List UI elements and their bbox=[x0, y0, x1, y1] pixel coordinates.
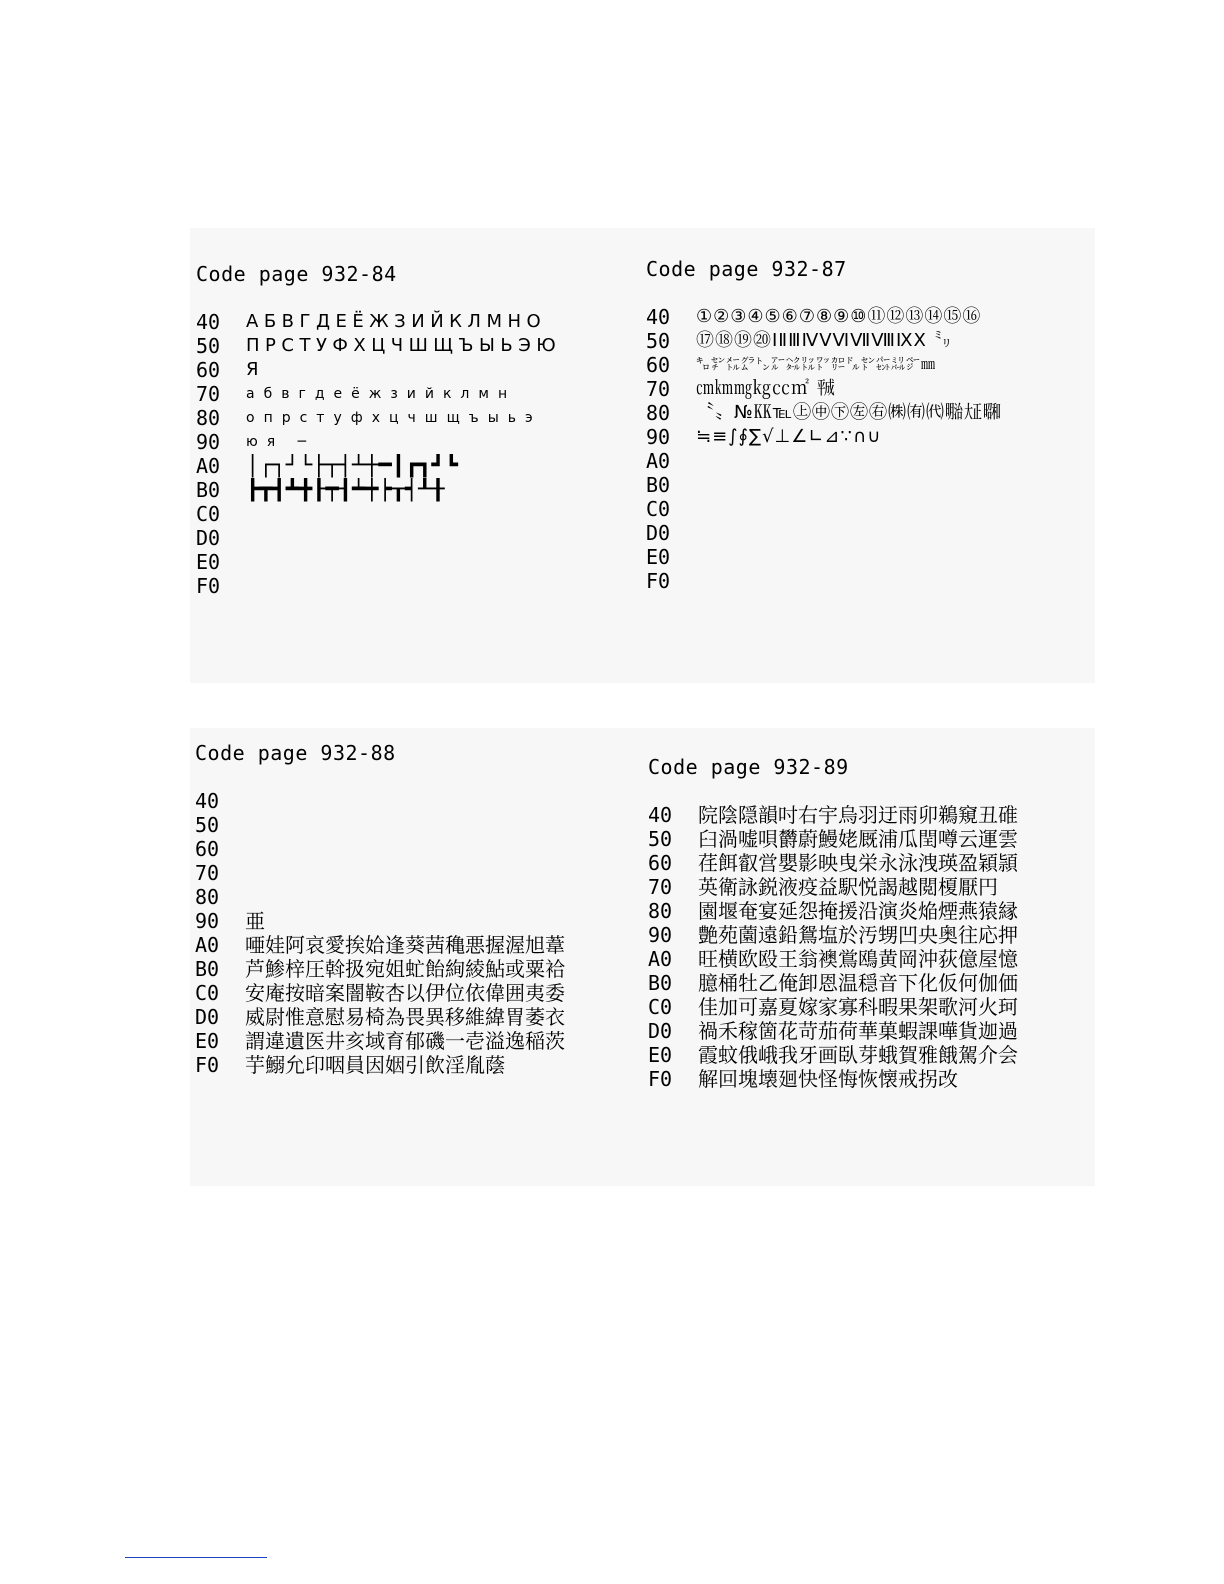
row-characters: 荏餌叡営嬰影映曳栄永泳洩瑛盈穎頴 bbox=[698, 851, 1018, 875]
row-characters: ①②③④⑤⑥⑦⑧⑨⑩⑪⑫⑬⑭⑮⑯ bbox=[696, 306, 982, 327]
code-row bbox=[196, 334, 626, 358]
code-row bbox=[196, 358, 626, 382]
row-code-label: 60 bbox=[196, 358, 221, 382]
codepage-table-932-89 bbox=[648, 755, 1078, 1100]
row-code-label: F0 bbox=[195, 1053, 220, 1077]
row-characters: Я bbox=[246, 359, 265, 380]
row-code-label: C0 bbox=[195, 981, 220, 1005]
row-characters: 唖娃阿哀愛挨姶逢葵茜穐悪握渥旭葦 bbox=[245, 933, 565, 957]
row-code-label: C0 bbox=[646, 497, 671, 521]
code-row bbox=[648, 1067, 1078, 1091]
row-code-label: 50 bbox=[195, 813, 220, 837]
code-row bbox=[646, 449, 1076, 473]
row-characters: 園堰奄宴延怨掩援沿演炎焔煙燕猿縁 bbox=[698, 899, 1018, 923]
code-row bbox=[646, 497, 1076, 521]
code-row bbox=[648, 875, 1078, 899]
row-characters: 解回塊壊廻快怪悔恢懐戒拐改 bbox=[698, 1067, 958, 1091]
table-title: Code page 932-87 bbox=[646, 257, 847, 281]
code-row bbox=[195, 909, 625, 933]
row-code-label: C0 bbox=[648, 995, 673, 1019]
row-code-label: 90 bbox=[196, 430, 221, 454]
row-code-label: 50 bbox=[196, 334, 221, 358]
code-row bbox=[646, 401, 1076, 425]
row-code-label: A0 bbox=[648, 947, 673, 971]
row-characters: 芋鰯允印咽員因姻引飲淫胤蔭 bbox=[245, 1053, 505, 1077]
row-code-label: 40 bbox=[195, 789, 220, 813]
row-characters: ㎝㎞㎎㎏㏄㎡ ㍻ bbox=[696, 378, 836, 399]
row-characters: юя ─ bbox=[246, 434, 316, 450]
code-row bbox=[648, 971, 1078, 995]
code-row bbox=[648, 1019, 1078, 1043]
row-code-label: 50 bbox=[646, 329, 671, 353]
row-code-label: E0 bbox=[195, 1029, 220, 1053]
code-row bbox=[196, 406, 626, 430]
code-row bbox=[646, 425, 1076, 449]
row-code-label: 60 bbox=[195, 837, 220, 861]
table-title: Code page 932-88 bbox=[195, 741, 396, 765]
row-characters: 安庵按暗案闇鞍杏以伊位依偉囲夷委 bbox=[245, 981, 565, 1005]
code-row bbox=[195, 837, 625, 861]
code-row bbox=[195, 861, 625, 885]
row-code-label: C0 bbox=[196, 502, 221, 526]
code-row bbox=[195, 1053, 625, 1077]
row-characters: 旺横欧殴王翁襖鴬鴎黄岡沖荻億屋憶 bbox=[698, 947, 1018, 971]
row-characters: 佳加可嘉夏嫁家寡科暇果架歌河火珂 bbox=[698, 995, 1018, 1019]
row-code-label: B0 bbox=[196, 478, 221, 502]
row-code-label: 40 bbox=[646, 305, 671, 329]
row-code-label: 90 bbox=[195, 909, 220, 933]
row-characters: 英衛詠鋭液疫益駅悦謁越閲榎厭円 bbox=[698, 875, 998, 899]
code-row bbox=[196, 526, 626, 550]
row-characters: 艶苑薗遠鉛鴛塩於汚甥凹央奥往応押 bbox=[698, 923, 1018, 947]
row-code-label: D0 bbox=[646, 521, 671, 545]
code-row bbox=[196, 502, 626, 526]
row-code-label: F0 bbox=[648, 1067, 673, 1091]
code-row bbox=[196, 478, 626, 502]
code-row bbox=[196, 430, 626, 454]
code-row bbox=[646, 353, 1076, 377]
row-code-label: F0 bbox=[196, 574, 221, 598]
code-row bbox=[648, 803, 1078, 827]
row-code-label: 90 bbox=[648, 923, 673, 947]
row-code-label: 80 bbox=[648, 899, 673, 923]
row-code-label: D0 bbox=[648, 1019, 673, 1043]
row-characters: ㌔㌢㍍㌘㌧㌃㌶㍑㍗㌍㌦㌣㌫㍊㌻㎜ bbox=[696, 357, 936, 373]
row-characters: АБВГДЕЁЖЗИЙКЛМНО bbox=[246, 311, 547, 332]
row-code-label: 60 bbox=[646, 353, 671, 377]
row-code-label: 70 bbox=[196, 382, 221, 406]
row-characters: 〝〟№㏍℡㊤㊥㊦㊧㊨㈱㈲㈹㍾㍽㍼ bbox=[696, 402, 1003, 423]
row-code-label: 40 bbox=[648, 803, 673, 827]
row-code-label: E0 bbox=[646, 545, 671, 569]
row-code-label: 50 bbox=[648, 827, 673, 851]
row-characters: 霞蚊俄峨我牙画臥芽蛾賀雅餓駕介会 bbox=[698, 1043, 1018, 1067]
code-row bbox=[195, 813, 625, 837]
row-code-label: A0 bbox=[196, 454, 221, 478]
row-code-label: 80 bbox=[646, 401, 671, 425]
row-characters: 威尉惟意慰易椅為畏異移維緯胃萎衣 bbox=[245, 1005, 565, 1029]
code-row bbox=[648, 923, 1078, 947]
row-characters: ┣┳┫┻╋┠┯┨┷┿┝┰┥┸╂ bbox=[246, 478, 445, 502]
row-code-label: E0 bbox=[648, 1043, 673, 1067]
code-row bbox=[195, 1029, 625, 1053]
row-characters: 謂違遺医井亥域育郁磯一壱溢逸稲茨 bbox=[245, 1029, 565, 1053]
row-code-label: 80 bbox=[195, 885, 220, 909]
codepage-table-932-88 bbox=[195, 741, 625, 1086]
row-code-label: B0 bbox=[646, 473, 671, 497]
codepage-table-932-84 bbox=[196, 262, 626, 607]
code-row bbox=[196, 454, 626, 478]
row-characters: │┌┐┘└├┬┤┴┼━┃┏┓┛┗ bbox=[246, 454, 458, 478]
row-code-label: D0 bbox=[196, 526, 221, 550]
code-row bbox=[195, 1005, 625, 1029]
table-title: Code page 932-89 bbox=[648, 755, 849, 779]
code-row bbox=[646, 473, 1076, 497]
row-characters: 臼渦嘘唄欝蔚鰻姥厩浦瓜閏噂云運雲 bbox=[698, 827, 1018, 851]
row-characters: 芦鯵梓圧斡扱宛姐虻飴絢綾鮎或粟袷 bbox=[245, 957, 565, 981]
code-row bbox=[195, 885, 625, 909]
code-row bbox=[648, 1043, 1078, 1067]
code-row bbox=[195, 933, 625, 957]
code-row bbox=[646, 377, 1076, 401]
code-row bbox=[648, 851, 1078, 875]
row-characters: ПРСТУФХЦЧШЩЪЫЬЭЮ bbox=[246, 335, 562, 356]
row-code-label: F0 bbox=[646, 569, 671, 593]
row-code-label: B0 bbox=[195, 957, 220, 981]
code-row bbox=[648, 899, 1078, 923]
row-code-label: A0 bbox=[195, 933, 220, 957]
row-code-label: E0 bbox=[196, 550, 221, 574]
row-characters: ⑰⑱⑲⑳ⅠⅡⅢⅣⅤⅥⅦⅧⅨⅩ ㍉ bbox=[696, 330, 953, 351]
code-row bbox=[195, 981, 625, 1005]
row-code-label: 90 bbox=[646, 425, 671, 449]
row-code-label: 70 bbox=[648, 875, 673, 899]
row-code-label: A0 bbox=[646, 449, 671, 473]
code-row bbox=[196, 574, 626, 598]
row-code-label: 70 bbox=[646, 377, 671, 401]
row-characters: ≒≡∫∮∑√⊥∠∟⊿∵∩∪ bbox=[696, 426, 882, 447]
code-row bbox=[646, 329, 1076, 353]
footnote-rule bbox=[125, 1557, 267, 1558]
row-characters: 臆桶牡乙俺卸恩温穏音下化仮何伽価 bbox=[698, 971, 1018, 995]
row-code-label: D0 bbox=[195, 1005, 220, 1029]
table-title: Code page 932-84 bbox=[196, 262, 397, 286]
row-code-label: 70 bbox=[195, 861, 220, 885]
code-row bbox=[646, 305, 1076, 329]
code-row bbox=[646, 569, 1076, 593]
row-characters: 院陰隠韻吋右宇烏羽迂雨卯鵜窺丑碓 bbox=[698, 803, 1018, 827]
codepage-table-932-87 bbox=[646, 257, 1076, 602]
code-row bbox=[646, 545, 1076, 569]
row-code-label: 60 bbox=[648, 851, 673, 875]
row-characters: 亜 bbox=[245, 909, 265, 933]
row-code-label: 80 bbox=[196, 406, 221, 430]
code-row bbox=[195, 957, 625, 981]
row-characters: абвгдеёжзийклмн bbox=[246, 386, 517, 402]
code-row bbox=[648, 827, 1078, 851]
code-row bbox=[646, 521, 1076, 545]
row-code-label: 40 bbox=[196, 310, 221, 334]
code-row bbox=[196, 550, 626, 574]
code-row bbox=[196, 382, 626, 406]
code-row bbox=[648, 947, 1078, 971]
code-row bbox=[195, 789, 625, 813]
code-row bbox=[648, 995, 1078, 1019]
row-code-label: B0 bbox=[648, 971, 673, 995]
row-characters: опрстуфхцчшщъыьэ bbox=[246, 410, 542, 426]
code-row bbox=[196, 310, 626, 334]
row-characters: 禍禾稼箇花苛茄荷華菓蝦課嘩貨迦過 bbox=[698, 1019, 1018, 1043]
